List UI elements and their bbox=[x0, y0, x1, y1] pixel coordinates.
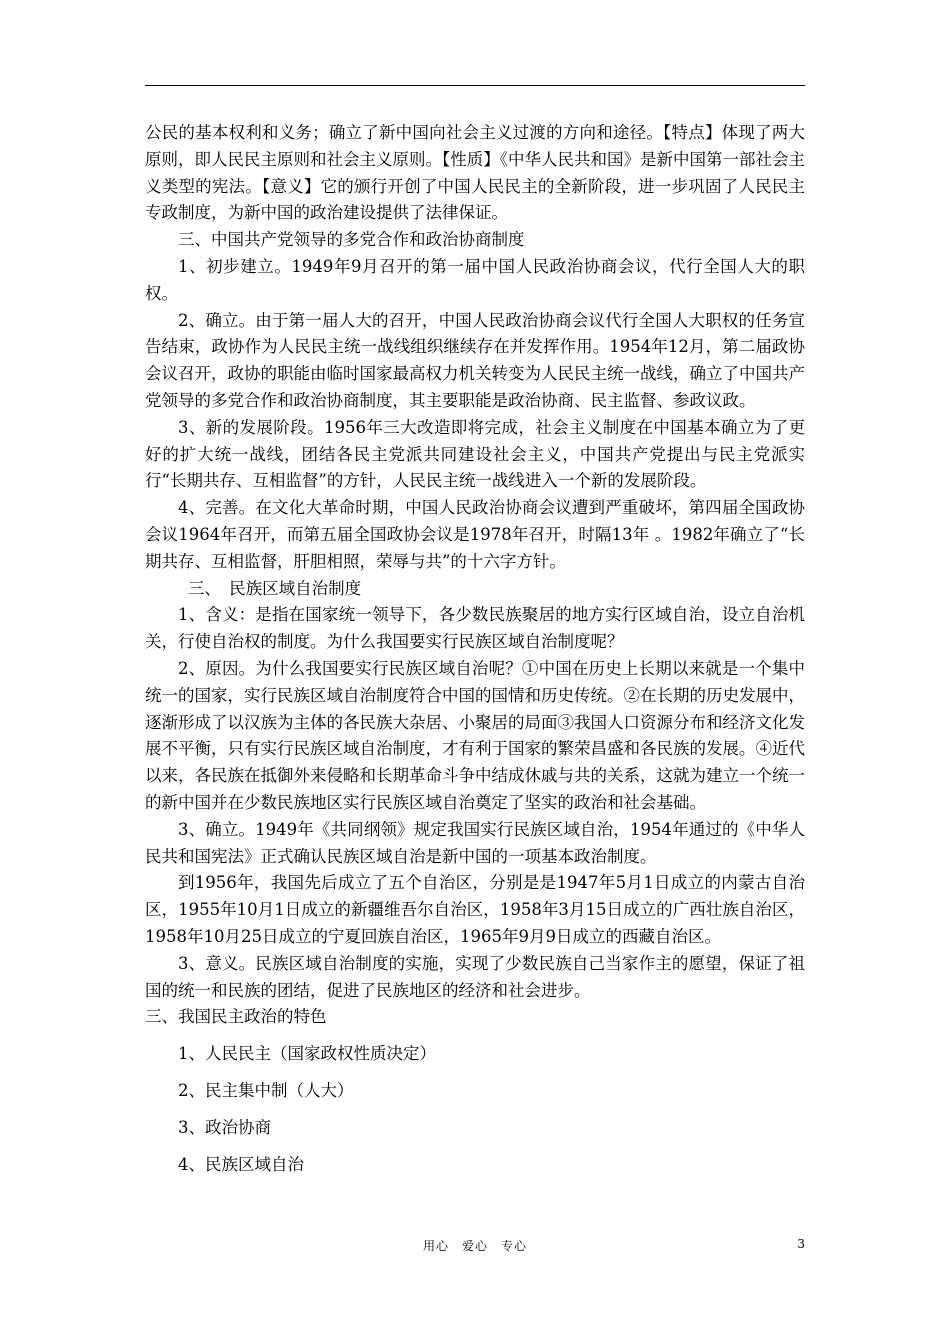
list-item: 4、民族区域自治 bbox=[178, 1155, 304, 1175]
paragraph-significance: 3、意义。民族区域自治制度的实施，实现了少数民族自己当家作主的愿望，保证了祖国的统一和民族的团结，促进了民族地区的经济和社会进步。 bbox=[145, 953, 805, 1000]
footer-motto: 用心 爱心 专心 bbox=[422, 1239, 527, 1253]
paragraph-autonomous-regions: 到1956年，我国先后成立了五个自治区，分别是是1947年5月1日成立的内蒙古自治区，1955年10月1日成立的新疆维吾尔自治区，1958年3月15日成立的广西壮族自治区，1958年10月25日成立的宁夏回族自治区，1965年9月9日成立的西藏自治区。 bbox=[145, 873, 805, 946]
document-body bbox=[145, 120, 805, 1189]
paragraph-definition: 1、含义：是指在国家统一领导下，各少数民族聚居的地方实行区域自治，设立自治机关，行使自治权的制度。为什么我国要实行民族区域自治制度呢？ bbox=[145, 605, 805, 652]
paragraph-constitution-continued: 公民的基本权利和义务；确立了新中国向社会主义过渡的方向和途径。【特点】体现了两大原则，即人民民主原则和社会主义原则。【性质】《中华人民共和国》是新中国第一部社会主义类型的宪法。【意义】它的颁行开创了中国人民民主的全新阶段，进一步巩固了人民民主专政制度，为新中国的政治建设提供了法律保证。 bbox=[145, 123, 805, 223]
list-item: 3、政治协商 bbox=[178, 1118, 271, 1138]
page-footer bbox=[0, 1237, 950, 1257]
page-number: 3 bbox=[797, 1237, 805, 1251]
paragraph-establishment-autonomy: 3、确立。1949年《共同纲领》规定我国实行民族区域自治，1954年通过的《中华人民共和国宪法》正式确认民族区域自治是新中国的一项基本政治制度。 bbox=[145, 819, 805, 866]
section-heading-ethnic-autonomy: 三、 民族区域自治制度 bbox=[187, 578, 362, 598]
paragraph-new-stage: 3、新的发展阶段。1956年三大改造即将完成，社会主义制度在中国基本确立为了更好的扩大统一战线，团结各民主党派共同建设社会主义，中国共产党提出与民主党派实行“长期共存、互相监督”的方针，人民民主统一战线进入一个新的发展阶段。 bbox=[145, 417, 805, 491]
paragraph-reasons: 2、原因。为什么我国要实行民族区域自治呢？①中国在历史上长期以来就是一个集中统一的国家，实行民族区域自治制度符合中国的国情和历史传统。②在长期的历史发展中，逐渐形成了以汉族为主体的各民族大杂居、小聚居的局面③我国人口资源分布和经济文化发展不平衡，只有实行民族区域自治制度，才有利于国家的繁荣昌盛和各民族的发展。④近代以来，各民族在抵御外来侵略和长期革命斗争中结成休戚与共的关系，这就为建立一个统一的新中国并在少数民族地区实行民族区域自治奠定了坚实的政治和社会基础。 bbox=[145, 658, 805, 812]
section-heading-features: 三、我国民主政治的特色 bbox=[145, 1007, 327, 1027]
list-item: 2、民主集中制（人大） bbox=[178, 1081, 354, 1101]
list-item: 1、人民民主（国家政权性质决定） bbox=[178, 1044, 436, 1064]
features-list bbox=[145, 1041, 805, 1178]
paragraph-improvement: 4、完善。在文化大革命时期，中国人民政治协商会议遭到严重破坏，第四届全国政协会议1964年召开，而第五届全国政协会议是1978年召开，时隔13年 。1982年确立了“长期共存、互相监督，肝胆相照，荣辱与共”的十六字方针。 bbox=[145, 498, 805, 571]
paragraph-establishment: 2、确立。由于第一届人大的召开，中国人民政治协商会议代行全国人大职权的任务宣告结束，政协作为人民民主统一战线组织继续存在并发挥作用。1954年12月，第二届政协会议召开，政协的职能由临时国家最高权力机关转变为人民民主统一战线，确立了中国共产党领导的多党合作和政治协商制度，其主要职能是政治协商、民主监督、参政议政。 bbox=[145, 310, 805, 410]
section-heading-multiparty: 三、中国共产党领导的多党合作和政治协商制度 bbox=[178, 230, 525, 250]
header-rule bbox=[145, 85, 805, 86]
paragraph-initial-establishment: 1、初步建立。1949年9月召开的第一届中国人民政治协商会议，代行全国人大的职权。 bbox=[145, 256, 805, 303]
